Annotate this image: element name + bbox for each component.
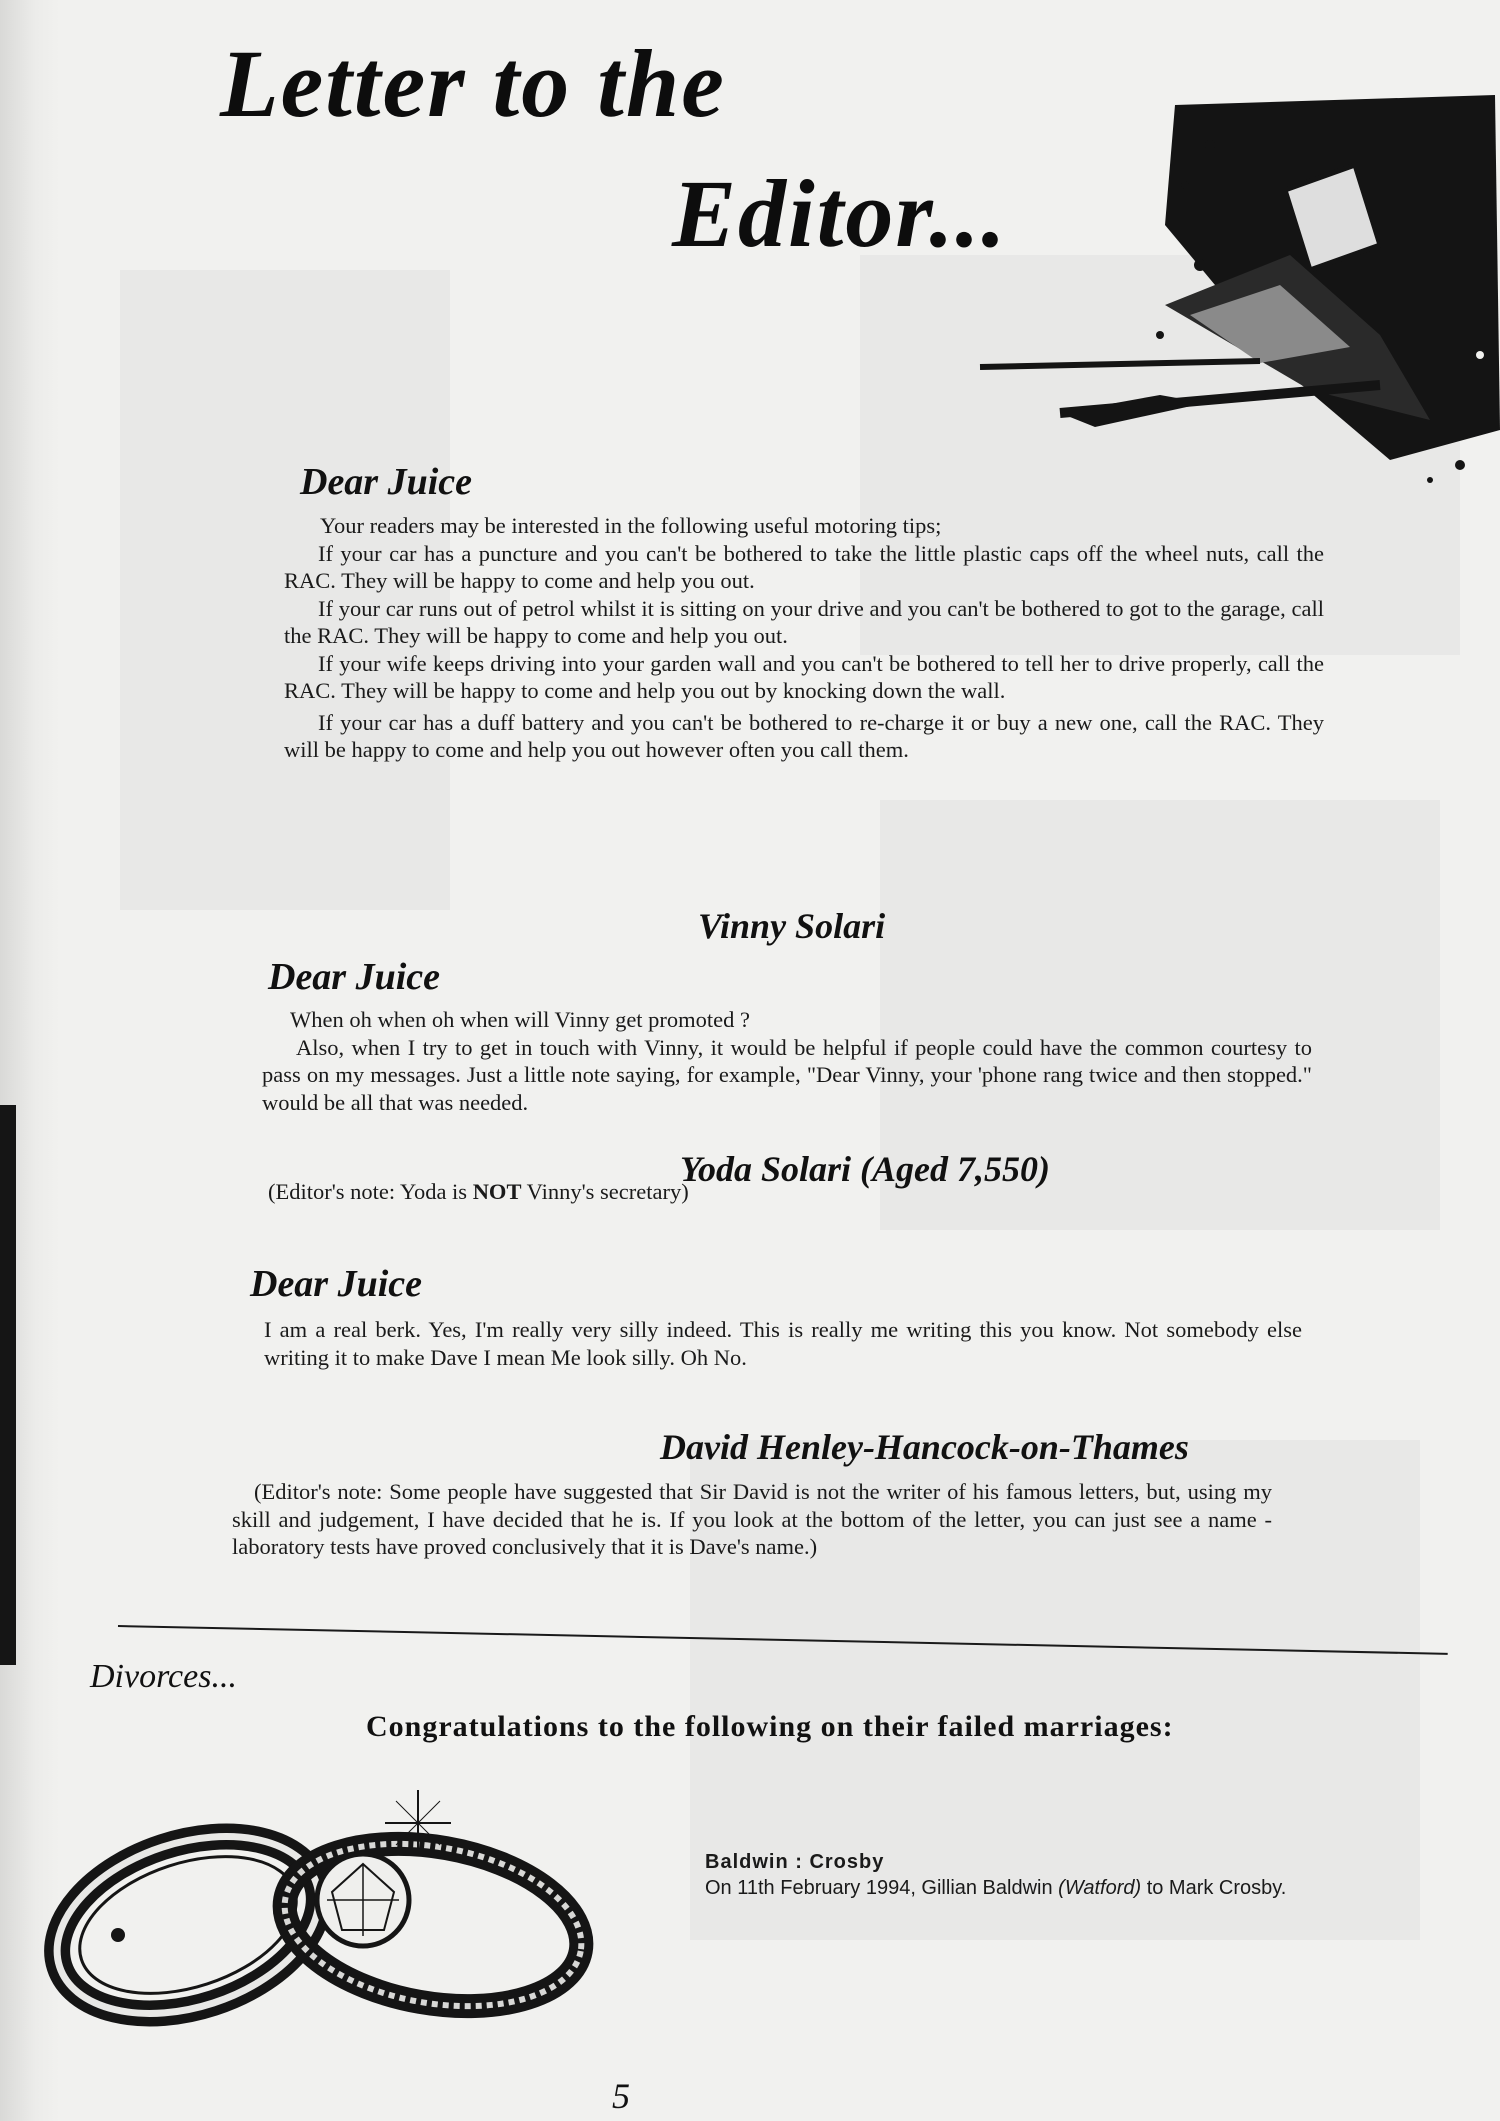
letter-1-body xyxy=(284,512,1324,764)
letter-3-salutation: Dear Juice xyxy=(250,1263,423,1305)
divorces-heading: Divorces... xyxy=(90,1658,237,1695)
letter-2-salutation: Dear Juice xyxy=(268,956,441,998)
divorce-entry-names: Baldwin : Crosby xyxy=(705,1851,885,1873)
letter-3-signature: David Henley-Hancock-on-Thames xyxy=(660,1427,1189,1467)
editor-note-prefix: (Editor's note: Yoda is xyxy=(268,1179,468,1204)
letter-1-paragraph: If your wife keeps driving into your garden wall and you can't be bothered to tell her to drive properly, call the RAC. They will be happy to come and help you out by knocking down the wall. xyxy=(284,650,1324,703)
divorce-entry xyxy=(705,1850,1286,1900)
binding-mark xyxy=(0,1105,16,1665)
pen-nib-illustration xyxy=(960,85,1500,505)
letter-3-editor-note: (Editor's note: Some people have suggested that Sir David is not the writer of his famous letters, but, using my skill and judgement, I have decided that he is. If you look at the bottom of the letter, you can just see a name - laboratory tests have proved conclusively that it is Dave's name.) xyxy=(232,1479,1272,1559)
letter-3-body xyxy=(242,1316,1302,1371)
editor-note-suffix: Vinny's secretary) xyxy=(526,1179,689,1204)
editor-note-emphasis: NOT xyxy=(472,1179,522,1204)
letter-1-paragraph: If your car has a duff battery and you can't be bothered to re-charge it or buy a new one, call the RAC. They will be happy to come and help you out however often you call them. xyxy=(284,709,1324,762)
page-number: 5 xyxy=(612,2076,630,2116)
letter-1-paragraph: If your car has a puncture and you can't be bothered to take the little plastic caps off the wheel nuts, call the RAC. They will be happy to come and help you out. xyxy=(284,540,1324,593)
letter-1-paragraph: If your car runs out of petrol whilst it is sitting on your drive and you can't be bothered to got to the garage, call the RAC. They will be happy to come and help you out. xyxy=(284,595,1324,648)
letter-2-paragraph: Also, when I try to get in touch with Vinny, it would be helpful if people could have the common courtesy to pass on my messages. Just a little note saying, for example, "Dear Vinny, your 'phone rang twice and then stopped." would be all that was needed. xyxy=(262,1034,1312,1115)
letter-1-signature: Vinny Solari xyxy=(698,906,886,946)
letter-3-paragraph: I am a real berk. Yes, I'm really very silly indeed. This is really me writing this you know. Not somebody else writing it to make Dave I mean Me look silly. Oh No. xyxy=(264,1317,1302,1370)
page-title-line-1: Letter to the xyxy=(220,30,726,137)
wedding-rings-illustration xyxy=(28,1760,618,2040)
page-title-line-2: Editor... xyxy=(672,160,1008,267)
letter-1-salutation: Dear Juice xyxy=(300,461,473,503)
letter-2-signature: Yoda Solari (Aged 7,550) xyxy=(680,1149,1051,1189)
letter-2-paragraph: When oh when oh when will Vinny get promoted ? xyxy=(290,1007,751,1032)
letter-2-body xyxy=(262,1006,1312,1116)
divorce-entry-details: On 11th February 1994, Gillian Baldwin (Watford) to Mark Crosby. xyxy=(705,1877,1287,1899)
divorce-entry-place: (Watford) xyxy=(1058,1877,1142,1899)
divorces-subheading: Congratulations to the following on their failed marriages: xyxy=(366,1710,1174,1743)
letter-2-editor-note xyxy=(268,1178,968,1206)
letter-1-paragraph: Your readers may be interested in the following useful motoring tips; xyxy=(320,513,942,538)
